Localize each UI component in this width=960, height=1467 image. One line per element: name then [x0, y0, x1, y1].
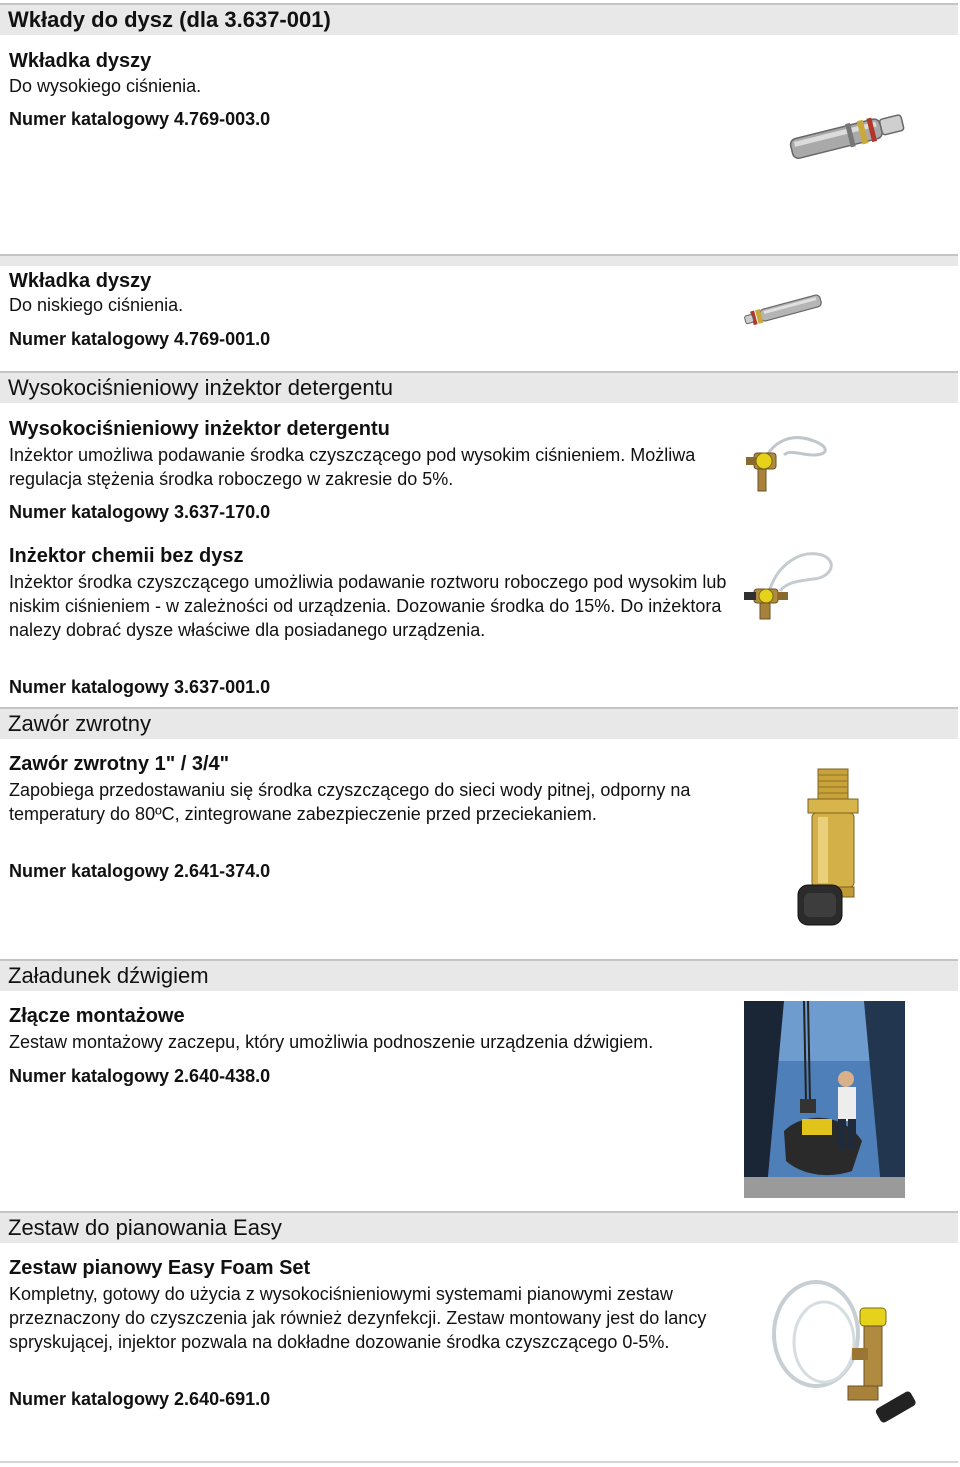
foam-set-image	[764, 1268, 916, 1440]
detergent-injector-image	[744, 425, 836, 501]
product-title: Złącze montażowe	[9, 1005, 185, 1027]
check-valve-image	[792, 765, 874, 930]
catalog-number: Numer katalogowy 2.640-438.0	[9, 1066, 271, 1086]
product-description: Do niskiego ciśnienia.	[9, 295, 184, 315]
chemical-injector-image	[740, 545, 842, 625]
section-header-detergent-injector: Wysokociśnieniowy inżektor detergentu	[0, 371, 958, 403]
catalog-number: Numer katalogowy 3.637-170.0	[9, 502, 271, 522]
catalog-number: Numer katalogowy 4.769-003.0	[9, 109, 271, 129]
section-header-nozzle-inserts: Wkłady do dysz (dla 3.637-001)	[0, 3, 958, 35]
catalog-number: Numer katalogowy 3.637-001.0	[9, 677, 271, 697]
product-title: Wkładka dyszy	[9, 50, 152, 72]
nozzle-insert-low-pressure-image	[742, 288, 832, 332]
section-header-crane-loading: Załadunek dźwigiem	[0, 959, 958, 991]
product-title: Wysokociśnieniowy inżektor detergentu	[9, 418, 390, 440]
section-header-check-valve: Zawór zwrotny	[0, 707, 958, 739]
product-description: Zapobiega przedostawaniu się środka czyszczącego do sieci wody pitnej, odporny na temperatury do 80ºC, zintegrowane zabezpieczenie przed przeciekaniem.	[9, 780, 691, 824]
crane-lifting-photo-image	[744, 1001, 905, 1198]
catalog-number: Numer katalogowy 2.640-691.0	[9, 1389, 271, 1409]
product-description: Zestaw montażowy zaczepu, który umożliwia podnoszenie urządzenia dźwigiem.	[9, 1032, 654, 1052]
catalog-number: Numer katalogowy 2.641-374.0	[9, 861, 271, 881]
product-description: Inżektor środka czyszczącego umożliwia podawanie roztworu roboczego pod wysokim lub niskim ciśnieniem - w zależności od urządzenia. Dozowanie środka do 15%. Do inżektora nalezy dobrać dysze właściwe dla posiadanego urządzenia.	[9, 572, 727, 640]
product-description: Kompletny, gotowy do użycia z wysokociśnieniowymi systemami pianowymi zestaw przeznaczony do czyszczenia jak również dezynfekcji. Zestaw montowany jest do lancy spryskującej, injektor pozwala na dokładne dozowanie środka czyszczącego 0-5%.	[9, 1284, 707, 1352]
bottom-rule	[0, 1461, 958, 1463]
section-header-foam-set: Zestaw do pianowania Easy	[0, 1211, 958, 1243]
catalog-number: Numer katalogowy 4.769-001.0	[9, 329, 271, 349]
product-title: Zawór zwrotny 1" / 3/4"	[9, 753, 230, 775]
product-title: Wkładka dyszy	[9, 270, 152, 292]
nozzle-insert-high-pressure-image	[782, 100, 912, 172]
item-separator	[0, 254, 958, 266]
product-title: Zestaw pianowy Easy Foam Set	[9, 1257, 311, 1279]
product-description: Do wysokiego ciśnienia.	[9, 76, 202, 96]
product-title: Inżektor chemii bez dysz	[9, 545, 244, 567]
product-description: Inżektor umożliwa podawanie środka czyszczącego pod wysokim ciśnieniem. Możliwa regulacja stężenia środka roboczego w zakresie do 5%.	[9, 445, 696, 489]
